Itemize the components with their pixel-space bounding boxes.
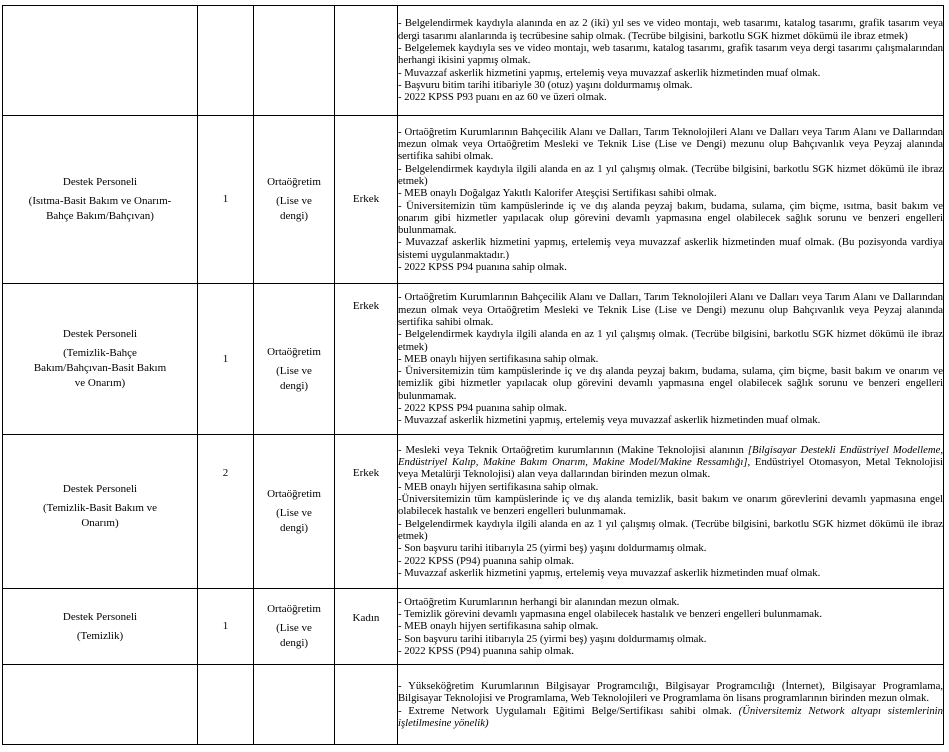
position-detail: Bahçe Bakım/Bahçıvan): [46, 210, 154, 222]
education-line: (Lise ve: [276, 364, 312, 377]
gender-value: Erkek: [352, 300, 380, 312]
position-cell: [3, 589, 198, 665]
requirement-item: - Belgelendirmek kaydıyla alanında en az 2 (iki) yıl ses ve video montajı, web tasarımı, katalog tasarımı, grafik tasarım veya dergi tasarımı alanlarında iş tecrübesine sahip olmak. (Tecrübe bilgisini, barkotlu SGK hizmet dökümü ile ibraz etmek): [398, 17, 943, 42]
gender-cell: [335, 6, 398, 116]
gender-cell: [335, 435, 398, 589]
position-detail: ve Onarım): [74, 377, 126, 389]
count-cell: [198, 435, 254, 589]
table-row: [3, 589, 944, 665]
position-cell: [3, 284, 198, 435]
position-cell: [3, 116, 198, 284]
position-detail: (Temizlik): [76, 629, 124, 642]
position-title: Destek Personeli: [62, 328, 138, 340]
education-cell: [254, 589, 335, 665]
requirement-italic: [Bilgisayar Destekli Endüstriyel Modelleme, Endüstriyel Kalıp, Makine Bakım Onarım, Makine Model/Makine Ressamlığı]: [398, 443, 943, 469]
requirement-item: - Muvazzaf askerlik hizmetini yapmış, ertelemiş veya muvazzaf askerlik hizmetinden muaf olmak.: [398, 414, 821, 427]
requirements-cell: [398, 6, 944, 116]
requirement-item: - MEB onaylı hijyen sertifikasına sahip olmak.: [398, 620, 599, 633]
count-cell: 1: [198, 284, 254, 435]
requirements-cell: [398, 284, 944, 435]
requirement-item: - Üniversitemizin tüm kampüslerinde iç ve dış alanda peyzaj bakım, budama, sulama, çim biçme, ısıtma, basit bakım ve onarım gibi hizmetler yapılacak olup görevini devamlı yapmasına engel olabilecek sağlık sorunu ve benzeri engelleri bulunmamak.: [398, 199, 943, 237]
position-detail: Bakım/Bahçıvan-Basit Bakım: [33, 362, 167, 374]
table-row: [3, 116, 944, 284]
position-title: Destek Personeli: [62, 483, 138, 495]
education-line: dengi): [279, 522, 309, 534]
education-cell: [254, 284, 335, 435]
requirement-item: - Belgelemek kaydıyla ses ve video montajı, web tasarımı, katalog tasarımı, grafik tasarım veya dergi tasarımı çalışmalarından herhangi ikisini yapmış olmak.: [398, 42, 943, 67]
education-line: dengi): [279, 210, 309, 222]
requirement-item: - MEB onaylı hijyen sertifikasına sahip olmak.: [398, 480, 599, 493]
requirement-text: - Mesleki veya Teknik Ortaöğretim kurumlarının (Makine Teknolojisi alanının: [398, 443, 748, 456]
requirement-item: - 2022 KPSS (P94) puanına sahip olmak.: [398, 644, 575, 657]
count-value: 2: [222, 466, 229, 479]
requirements-cell: [398, 116, 944, 284]
position-title: Destek Personeli: [62, 610, 138, 623]
requirement-item: - 2022 KPSS P94 puanına sahip olmak.: [398, 260, 567, 273]
education-line: (Lise ve: [276, 622, 312, 634]
count-cell: 1: [198, 589, 254, 665]
requirement-item: - Son başvuru tarihi itibarıyla 25 (yirmi beş) yaşını doldurmamış olmak.: [398, 632, 707, 645]
education-line: (Lise ve: [276, 507, 312, 519]
education-cell: [254, 6, 335, 116]
count-cell: 1: [198, 116, 254, 284]
requirements-cell: [398, 589, 944, 665]
requirement-item: - Muvazzaf askerlik hizmetini yapmış, ertelemiş veya muvazzaf askerlik hizmetinden muaf olmak.: [398, 566, 821, 579]
education-line: (Lise ve: [276, 195, 312, 207]
gender-cell: [335, 284, 398, 435]
requirement-item: - Muvazzaf askerlik hizmetini yapmış, ertelemiş veya muvazzaf askerlik hizmetinden muaf olmak. (Bu pozisyonda vardiya sistemi uygulanmaktadır.): [398, 236, 943, 261]
requirements-cell: [398, 665, 944, 745]
requirement-italic: (Üniversitemiz Network altyapı sistemlerinin işletilmesine yönelik): [398, 704, 943, 729]
requirement-item: - Üniversitemizin tüm kampüslerinde iç ve dış alanda peyzaj bakım, budama, sulama, çim biçme, basit bakım ve onarım ve temizlik gibi hizmetler yapılacak olup görevini devamlı yapmasına engel olabilecek sağlık sorunu ve benzeri engelleri bulunmamak.: [398, 365, 943, 402]
position-cell: [3, 665, 198, 745]
requirement-item: - Ortaöğretim Kurumlarının Bahçecilik Alanı ve Dalları, Tarım Teknolojileri Alanı ve Dalları veya Tarım Alanı ve Dallarından mezun olmak veya Ortaöğretim Mesleki ve Teknik Lise (Lise ve Dengi) mezunu olup Bahçıvanlık veya Peyzaj alanında sertifika sahibi olmak.: [398, 125, 943, 163]
requirement-text: - Extreme Network Uygulamalı Eğitimi Belge/Sertifikası sahibi olmak.: [398, 704, 739, 717]
position-cell: [3, 435, 198, 589]
requirement-item: - Ortaöğretim Kurumlarının herhangi bir alanından mezun olmak.: [398, 595, 680, 608]
requirements-cell: [398, 435, 944, 589]
requirement-item: - Yükseköğretim Kurumlarının Bilgisayar Programcılığı, Bilgisayar Programcılığı (İnternet), Bilgisayar Programlama, Bilgisayar Teknolojisi ve Programlama, Web Teknolojileri ve Programlama ön lisans programlarının birinden mezun olmak.: [398, 679, 943, 705]
table-row: [3, 284, 944, 435]
requirement-text: , Endüstriyel Otomasyon, Metal Teknolojisi veya Metalürji Teknolojisi) alan veya dallarından birinden mezun olmak.: [398, 456, 943, 481]
requirement-item: - Muvazzaf askerlik hizmetini yapmış, ertelemiş veya muvazzaf askerlik hizmetinden muaf olmak.: [398, 66, 821, 79]
requirement-item: -Üniversitemizin tüm kampüslerinde iç ve dış alanda temizlik, basit bakım ve onarım görevlerini devamlı yapmasına engel olabilecek hastalık ve benzeri engelleri bulunmamak.: [398, 493, 943, 518]
education-line: Ortaöğretim: [267, 176, 321, 188]
requirement-item: - Belgelendirmek kaydıyla ilgili alanda en az 1 yıl çalışmış olmak. (Tecrübe bilgisini, barkotlu SGK hizmet dökümü ile ibraz etmek): [398, 162, 943, 187]
requirement-item: - 2022 KPSS P93 puanı en az 60 ve üzeri olmak.: [398, 91, 607, 104]
education-cell: [254, 116, 335, 284]
gender-value: Erkek: [352, 466, 380, 479]
table-row: [3, 6, 944, 116]
requirement-item: - MEB onaylı hijyen sertifikasına sahip olmak.: [398, 352, 599, 365]
position-detail: Onarım): [81, 517, 119, 529]
gender-cell: [335, 589, 398, 665]
position-detail: (Temizlik-Basit Bakım ve: [42, 502, 158, 514]
requirement-item: [398, 444, 943, 481]
requirement-item: - Son başvuru tarihi itibarıyla 25 (yirmi beş) yaşını doldurmamış olmak.: [398, 542, 707, 555]
position-detail: (Temizlik-Bahçe: [63, 347, 137, 359]
requirement-item: - MEB onaylı Doğalgaz Yakıtlı Kalorifer Ateşçisi Sertifikası sahibi olmak.: [398, 187, 717, 200]
education-cell: [254, 435, 335, 589]
requirement-item: - 2022 KPSS (P94) puanına sahip olmak.: [398, 554, 575, 567]
table-row: [3, 665, 944, 745]
education-cell: [254, 665, 335, 745]
education-line: Ortaöğretim: [267, 488, 321, 500]
count-cell: [198, 6, 254, 116]
position-title: Destek Personeli: [62, 176, 138, 188]
education-line: dengi): [279, 637, 309, 649]
education-line: Ortaöğretim: [267, 603, 321, 615]
requirement-item: - Belgelendirmek kaydıyla ilgili alanda en az 1 yıl çalışmış olmak. (Tecrübe bilgisini, barkotlu SGK hizmet dökümü ile ibraz etmek): [398, 517, 943, 542]
requirement-item: - 2022 KPSS P94 puanına sahip olmak.: [398, 402, 567, 415]
requirement-item: - Temizlik görevini devamlı yapmasına engel olabilecek hastalık ve benzeri engelleri bulunmamak.: [398, 608, 823, 621]
requirement-item: - Ortaöğretim Kurumlarının Bahçecilik Alanı ve Dalları, Tarım Teknolojileri Alanı ve Dalları veya Tarım Alanı ve Dallarından mezun olmak veya Ortaöğretim Mesleki ve Teknik Lise (Lise ve Dengi) mezunu olup Bahçıvanlık veya Peyzaj alanında sertifika sahibi olmak.: [398, 291, 943, 328]
table-row: [3, 435, 944, 589]
education-line: dengi): [279, 379, 309, 392]
gender-cell: [335, 665, 398, 745]
count-cell: [198, 665, 254, 745]
requirement-item: - Başvuru bitim tarihi itibariyle 30 (otuz) yaşını doldurmamış olmak.: [398, 78, 693, 91]
education-line: Ortaöğretim: [267, 345, 321, 358]
position-cell: [3, 6, 198, 116]
staff-requirements-table: [2, 5, 944, 745]
gender-cell: Erkek: [335, 116, 398, 284]
requirement-item: [398, 705, 943, 730]
gender-value: Kadın: [352, 611, 380, 624]
requirement-item: - Belgelendirmek kaydıyla ilgili alanda en az 1 yıl çalışmış olmak. (Tecrübe bilgisini, barkotlu SGK hizmet dökümü ile ibraz etmek): [398, 328, 943, 353]
position-detail: (Isıtma-Basit Bakım ve Onarım-: [28, 195, 172, 207]
